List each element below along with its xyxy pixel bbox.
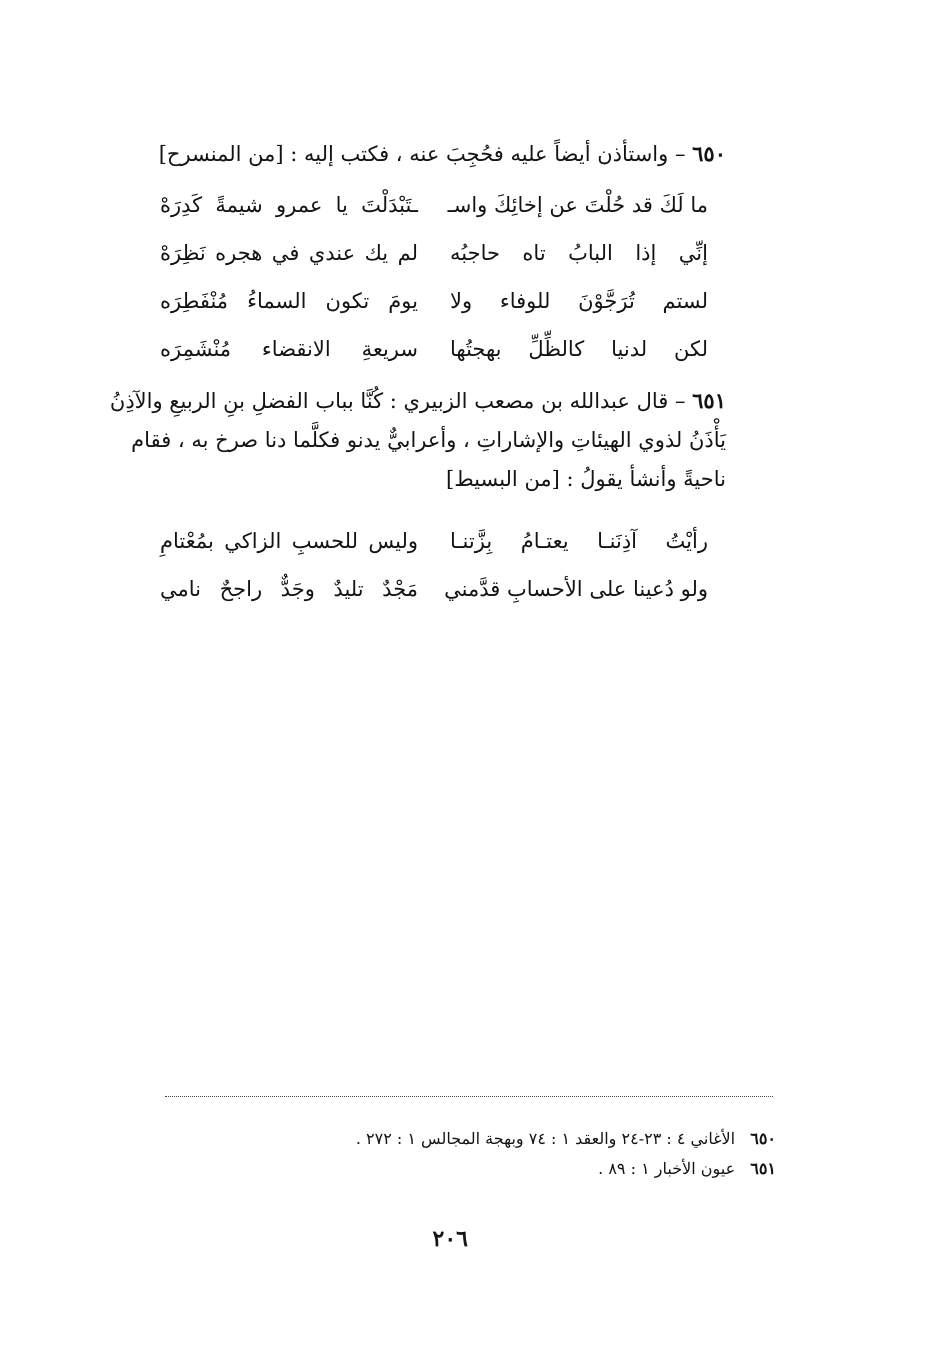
second-hemistich: سريعةِ الانقضاء مُنْشَمِرَه — [160, 337, 418, 361]
poem-650 — [160, 185, 708, 377]
footnote — [356, 1154, 776, 1184]
page-number: ٢٠٦ — [432, 1226, 468, 1252]
verse-line — [160, 233, 708, 281]
verse-line — [160, 329, 708, 377]
second-hemistich: لم يك عندي في هجره نَظِرَهْ — [160, 241, 418, 265]
footnote-number: ٦٥٠ — [750, 1129, 776, 1148]
first-hemistich: ولو دُعينا على الأحسابِ قدَّمني — [444, 577, 708, 601]
entry-number: ٦٥١ — [692, 388, 726, 413]
footnote-text: الأغاني ٤ : ٢٣-٢٤ والعقد ١ : ٧٤ وبهجة المجالس ١ : ٢٧٢ . — [355, 1129, 736, 1148]
entry-650 — [126, 134, 726, 174]
entry-651 — [96, 381, 726, 499]
second-hemistich: يومَ تكون السماءُ مُنْفَطِرَه — [160, 289, 418, 313]
verse-line — [160, 521, 708, 569]
second-hemistich: وليس للحسبِ الزاكي بمُعْتامِ — [160, 529, 418, 553]
second-hemistich: مَجْدٌ تليدٌ وجَدٌّ راجحٌ نامي — [160, 577, 418, 601]
first-hemistich: إنِّي إذا البابُ تاه حاجبُه — [450, 241, 708, 265]
footnote-number: ٦٥١ — [750, 1159, 776, 1178]
entry-intro: – قال عبدالله بن مصعب الزبيري : كُنَّا بباب الفضلِ بنِ الربيعِ والآذِنُ يَأْذَنُ لذوي الهيئاتِ والإشاراتِ ، وأعرابيٌّ يدنو فكلَّما دنا صرخ به ، فقام ناحيةً وأنشأ يقولُ : [من البسيط] — [109, 389, 726, 491]
entry-number: ٦٥٠ — [692, 141, 726, 166]
entry-intro: – واستأذن أيضاً عليه فحُجِبَ عنه ، فكتب إليه : [من المنسرح] — [158, 142, 686, 166]
second-hemistich: ـتَبْدَلْتَ يا عمرو شيمةً كَدِرَهْ — [160, 193, 418, 217]
verse-line — [160, 569, 708, 617]
footnote-separator — [165, 1096, 773, 1097]
footnotes — [356, 1124, 776, 1184]
first-hemistich: ما لَكَ قد حُلْتَ عن إخائِكَ واسـ — [447, 193, 708, 217]
first-hemistich: لكن لدنيا كالظِّلِّ بهجتُها — [450, 337, 708, 361]
first-hemistich: لستم تُرَجَّوْنَ للوفاء ولا — [450, 289, 708, 313]
first-hemistich: رأيْتُ آذِنَنـا يعتـامُ بِزَّتنـا — [450, 529, 708, 553]
poem-651 — [160, 521, 708, 617]
verse-line — [160, 185, 708, 233]
footnote — [356, 1124, 776, 1154]
verse-line — [160, 281, 708, 329]
footnote-text: عيون الأخبار ١ : ٨٩ . — [598, 1159, 736, 1178]
